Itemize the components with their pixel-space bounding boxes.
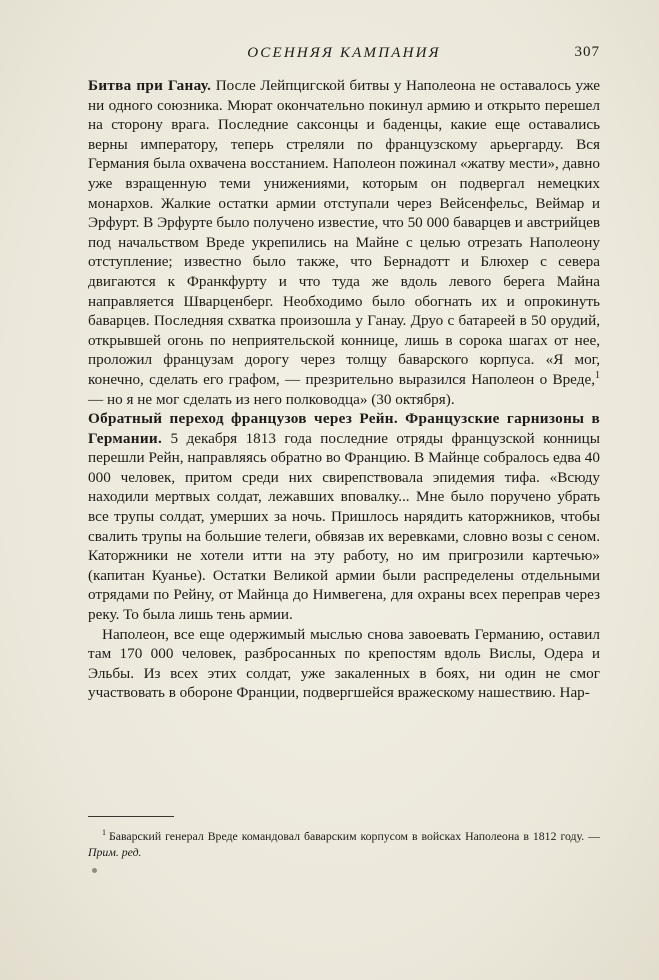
paragraph-text: Наполеон, все еще одержимый мыслью снова завоевать Германию, оставил там 170 000 человек, разбросанных по крепостям вдоль Вислы, Одера и Эльбы. Из всех этих солдат, уже закаленных в боях, ни один не смог участвовать в обороне Франции, подвергшейся вражескому нашествию. Нар- bbox=[88, 625, 600, 702]
page-header bbox=[88, 44, 600, 66]
body-text bbox=[88, 76, 600, 703]
footnote-divider bbox=[88, 816, 174, 817]
paragraph-text: 5 декабря 1813 года последние отряды французской конницы перешли Рейн, направляясь обратно во Францию. В Майнце собралось едва 40 000 человек, притом среди них свирепствовала эпидемия тифа. «Всюду находили мертвых солдат, лежавших вповалку... Мне было поручено убрать все трупы солдат, умерших за ночь. Пришлось нарядить каторжников, чтобы свалить трупы на большие телеги, обвязав их веревками, словно возы с сеном. Каторжники не хотели итти на эту работу, но им пригрозили картечью» (капитан Куанье). Остатки Великой армии были распределены отдельными отрядами по Рейну, от Майнца до Нимвегена, для охраны всех переправ через реку. То была лишь тень армии. bbox=[88, 429, 600, 624]
footnote-reference[interactable]: 1 bbox=[595, 369, 600, 381]
footnote-editor-note: Прим. ред. bbox=[88, 845, 142, 859]
running-head: ОСЕННЯЯ КАМПАНИЯ bbox=[247, 45, 441, 61]
footnote-number: 1 bbox=[102, 828, 106, 838]
footnote-text: Баварский генерал Вреде командовал баварским корпусом в войсках Наполеона в 1812 году. — bbox=[109, 829, 600, 843]
paragraph-garrisons bbox=[88, 625, 600, 703]
paragraph-text: После Лейпцигской битвы у Наполеона не оставалось уже ни одного союзника. Мюрат окончательно покинул армию и открыто перешел на сторону врага. Последние саксонцы и баденцы, какие еще оставались верны императору, теперь стреляли по французскому арьергарду. Вся Германия была охвачена восстанием. Наполеон пожинал «жатву мести», давно уже взращенную теми унижениями, которым он подвергал немецких монархов. Жалкие остатки армии отступали через Вейсенфельс, Веймар и Эрфурт. В Эрфурте было получено известие, что 50 000 баварцев и австрийцев под начальством Вреде укрепились на Майне с целью отрезать Наполеону отступление; известно было также, что Бернадотт и Блюхер с севера двигаются к Франкфурту и что туда же вдоль левого берега Майна направляется Шварценберг. Необходимо было обогнать их и опрокинуть баварцев. Последняя схватка произошла у Ганау. Друо с батареей в 50 орудий, открывшей огонь по неприятельской коннице, лишь в сорока шагах от нее, проложил французам дорогу через толщу баварского корпуса. «Я мог, конечно, сделать его графом, — презрительно выразился Наполеон о Вреде, bbox=[88, 77, 600, 388]
ink-spot bbox=[92, 868, 97, 873]
page-number: 307 bbox=[574, 44, 600, 60]
footnote bbox=[88, 828, 600, 860]
paragraph-text-continued: — но я не мог сделать из него полководца» (30 октября). bbox=[88, 390, 455, 408]
section-heading-rhine: Обратный переход французов через Рейн. Французские гарнизоны в Германии. bbox=[88, 410, 600, 447]
paragraph-rhine-crossing bbox=[88, 409, 600, 625]
section-heading-hanau: Битва при Ганау. bbox=[88, 77, 212, 94]
paragraph-battle-of-hanau bbox=[88, 76, 600, 409]
